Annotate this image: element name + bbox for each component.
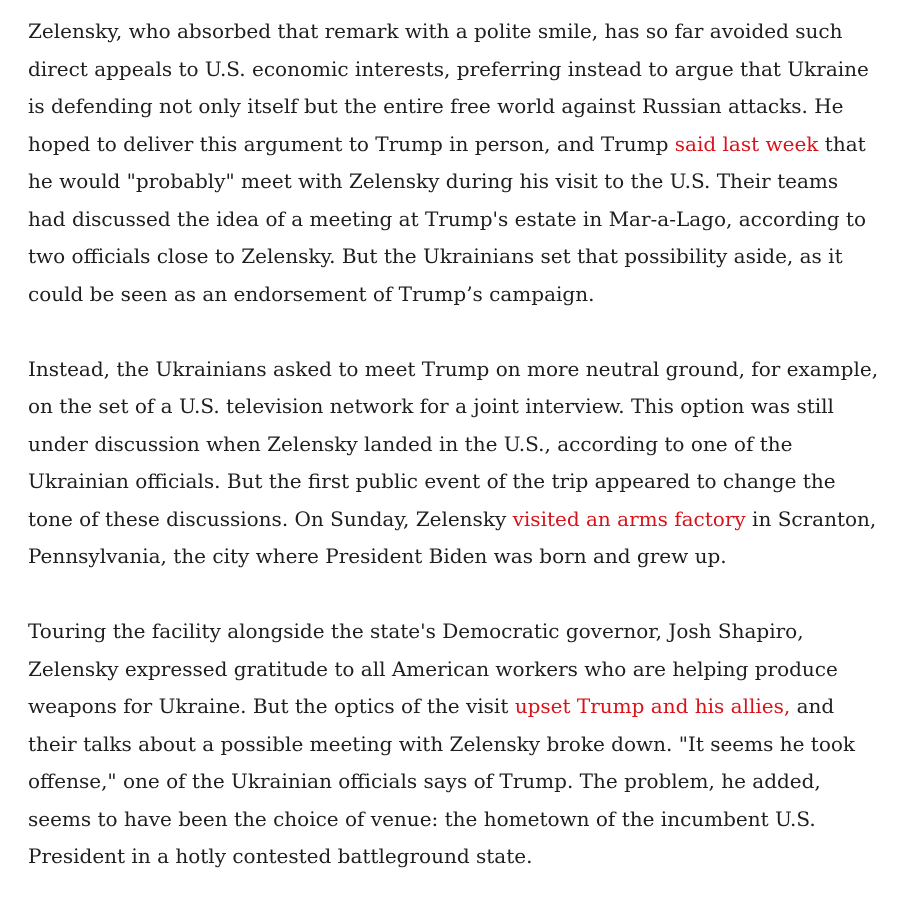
paragraph-text: Instead, the Ukrainians asked to meet Trump on more neutral ground, for example, on the set of a U.S. television network for a joint interview. This option was still under discussion when Zelensky landed in the U.S., according to one of the Ukrainian officials. But the first public event of the trip appeared to change the tone of these discussions. On Sunday, Zelensky [28, 356, 879, 531]
paragraph-text: and their talks about a possible meeting with Zelensky broke down. "It seems he took offense," one of the Ukrainian officials says of Trump. The problem, he added, seems to have been the choice of venue: the hometown of the incumbent U.S. President in a hotly contested battleground state. [28, 694, 856, 868]
inline-link[interactable]: visited an arms factory [512, 506, 746, 531]
inline-link[interactable]: said last week [674, 131, 819, 156]
paragraph-text: Touring the facility alongside the state's Democratic governor, Josh Shapiro, Zelensky expressed gratitude to all American workers who are helping produce weapons for Ukraine. But the optics of the visit [28, 619, 838, 718]
paragraph-text: in Scranton, Pennsylvania, the city where President Biden was born and grew up. [28, 506, 877, 568]
paragraph [28, 13, 880, 313]
paragraph [28, 613, 880, 876]
inline-link[interactable]: upset Trump and his allies, [514, 694, 791, 718]
paragraph-text: that he would "probably" meet with Zelensky during his visit to the U.S. Their teams had discussed the idea of a meeting at Trump's estate in Mar-a-Lago, according to two officials close to Zelensky. But the Ukrainians set that possibility aside, as it could be seen as an endorsement of Trump’s campaign. [28, 131, 866, 306]
paragraph-text: Zelensky, who absorbed that remark with a polite smile, has so far avoided such direct appeals to U.S. economic interests, preferring instead to argue that Ukraine is defending not only itself but the entire free world against Russian attacks. He hoped to deliver this argument to Trump in person, and Trump [28, 19, 869, 156]
paragraph [28, 351, 880, 576]
